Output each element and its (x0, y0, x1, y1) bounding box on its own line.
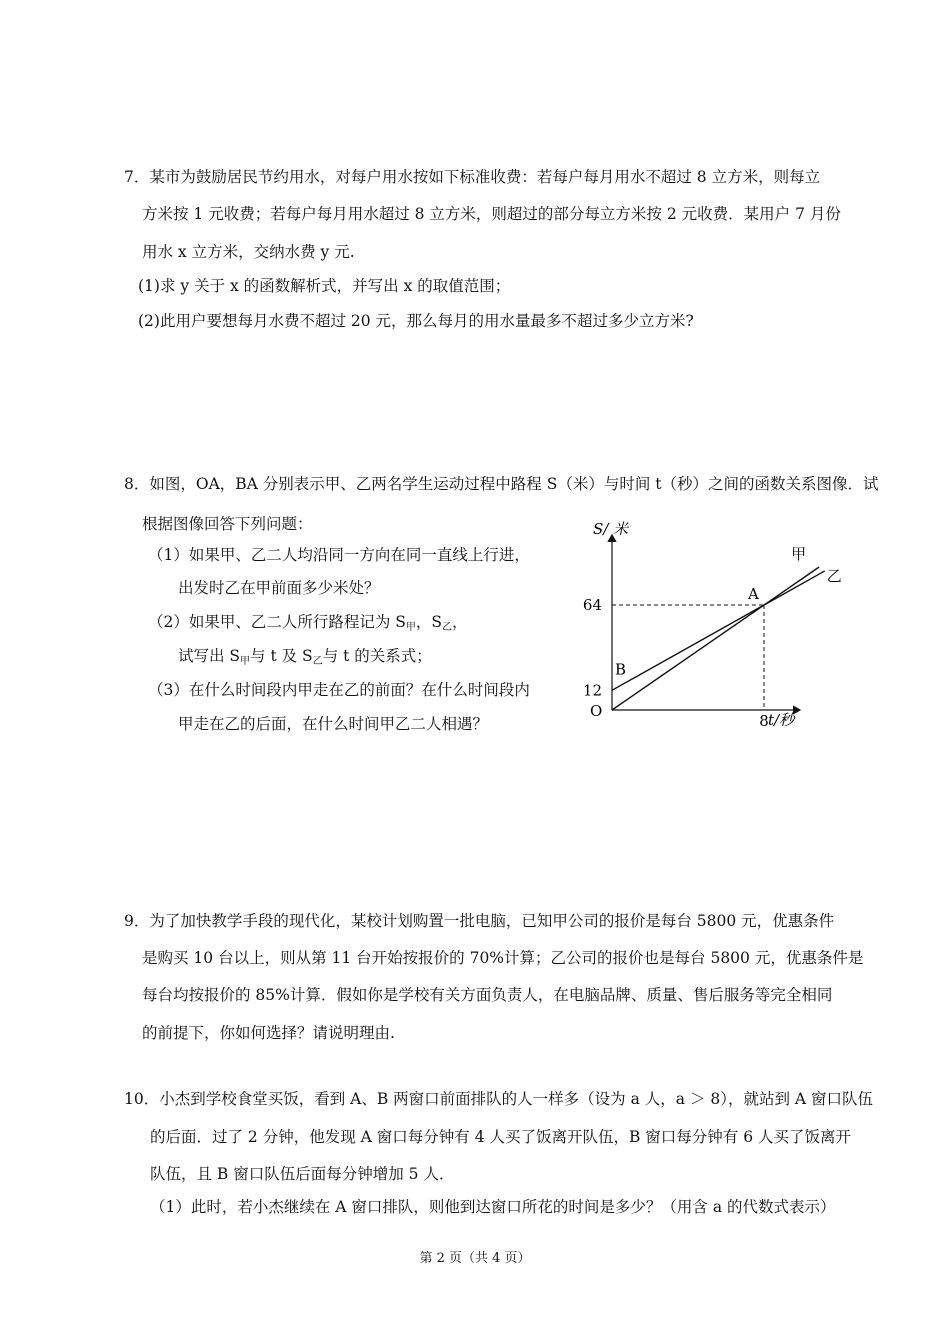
y-tick-label-64: 64 (582, 596, 602, 615)
point-label-b: B (615, 660, 627, 679)
q8-part-1a: （1）如果甲、乙二人均沿同一方向在同一直线上行进， (148, 546, 530, 564)
page-footer: 第 2 页（共 4 页） (419, 1251, 531, 1266)
q8-part-2b-mid: 与 t 及 S (250, 647, 313, 665)
s-yi-subscript: 乙 (442, 622, 453, 633)
y-tick-label-12: 12 (582, 681, 602, 700)
q10-line-3: 队伍，且 B 窗口队伍后面每分钟增加 5 人． (150, 1165, 455, 1183)
distance-time-graph (560, 510, 842, 740)
q8-line-2: 根据图像回答下列问题： (142, 515, 313, 533)
q8-part-2b (178, 646, 432, 669)
point-label-o: O (590, 702, 603, 720)
x-tick-label-8: 8 (759, 712, 769, 730)
q7-sub-1: (1)求 y 关于 x 的函数解析式，并写出 x 的取值范围； (138, 277, 511, 295)
q9-line-1: 9．为了加快教学手段的现代化，某校计划购置一批电脑，已知甲公司的报价是每台 5800 元，优惠条件 (124, 912, 835, 930)
series-line-yi (612, 571, 825, 690)
s-jia-subscript-2: 甲 (240, 656, 251, 667)
q8-part-2a-mid: ，S (415, 613, 443, 631)
s-yi-subscript-2: 乙 (312, 656, 323, 667)
q9-line-4: 的前提下，你如何选择？请说明理由. (142, 1024, 395, 1042)
q8-part-2a-text: （2）如果甲、乙二人所行路程记为 S (148, 613, 406, 631)
q8-part-2a (148, 612, 468, 635)
q8-part-1b: 出发时乙在甲前面多少米处？ (178, 579, 380, 597)
q8-part-2a-end: ， (452, 613, 468, 631)
x-axis-label: t/秒 (768, 711, 795, 729)
q8-part-3a: （3）在什么时间段内甲走在乙的前面？在什么时间段内 (148, 681, 530, 699)
q10-line-1: 10．小杰到学校食堂买饭，看到 A、B 两窗口前面排队的人一样多（设为 a 人，a ＞ 8），就站到 A 窗口队伍 (124, 1090, 874, 1108)
q7-line-1: 7．某市为鼓励居民节约用水，对每户用水按如下标准收费：若每户每月用水不超过 8 立方米，则每立 (124, 168, 821, 186)
series-line-jia (612, 567, 819, 710)
s-jia-subscript: 甲 (405, 622, 416, 633)
q7-line-3: 用水 x 立方米，交纳水费 y 元. (142, 243, 355, 261)
point-label-a: A (748, 585, 759, 604)
q10-sub-1: （1）此时，若小杰继续在 A 窗口排队，则他到达窗口所花的时间是多少？（用含 a 的代数式表示） (150, 1198, 836, 1216)
q8-part-2b-pre: 试写出 S (178, 647, 241, 665)
q7-line-2: 方米按 1 元收费；若每户每月用水超过 8 立方米，则超过的部分每立方米按 2 元收费．某用户 7 月份 (142, 205, 841, 223)
q10-line-2: 的后面．过了 2 分钟，他发现 A 窗口每分钟有 4 人买了饭离开队伍，B 窗口每分钟有 6 人买了饭离开 (150, 1128, 852, 1146)
q7-sub-2: (2)此用户要想每月水费不超过 20 元，那么每月的用水量最多不超过多少立方米? (138, 312, 694, 330)
q9-line-2: 是购买 10 台以上，则从第 11 台开始按报价的 70%计算；乙公司的报价也是每台 5800 元，优惠条件是 (142, 949, 864, 967)
q8-line-1: 8．如图，OA，BA 分别表示甲、乙两名学生运动过程中路程 S（米）与时间 t（秒）之间的函数关系图像．试 (124, 475, 879, 493)
q8-part-3b: 甲走在乙的后面，在什么时间甲乙二人相遇？ (178, 715, 489, 733)
q8-part-2b-end: 与 t 的关系式； (322, 647, 432, 665)
q9-line-3: 每台均按报价的 85%计算．假如你是学校有关方面负责人，在电脑品牌、质量、售后服务等完全相同 (142, 986, 833, 1004)
series-label-jia: 甲 (791, 544, 807, 563)
series-label-yi: 乙 (826, 566, 842, 585)
y-axis-label: S/ 米 (593, 520, 629, 538)
